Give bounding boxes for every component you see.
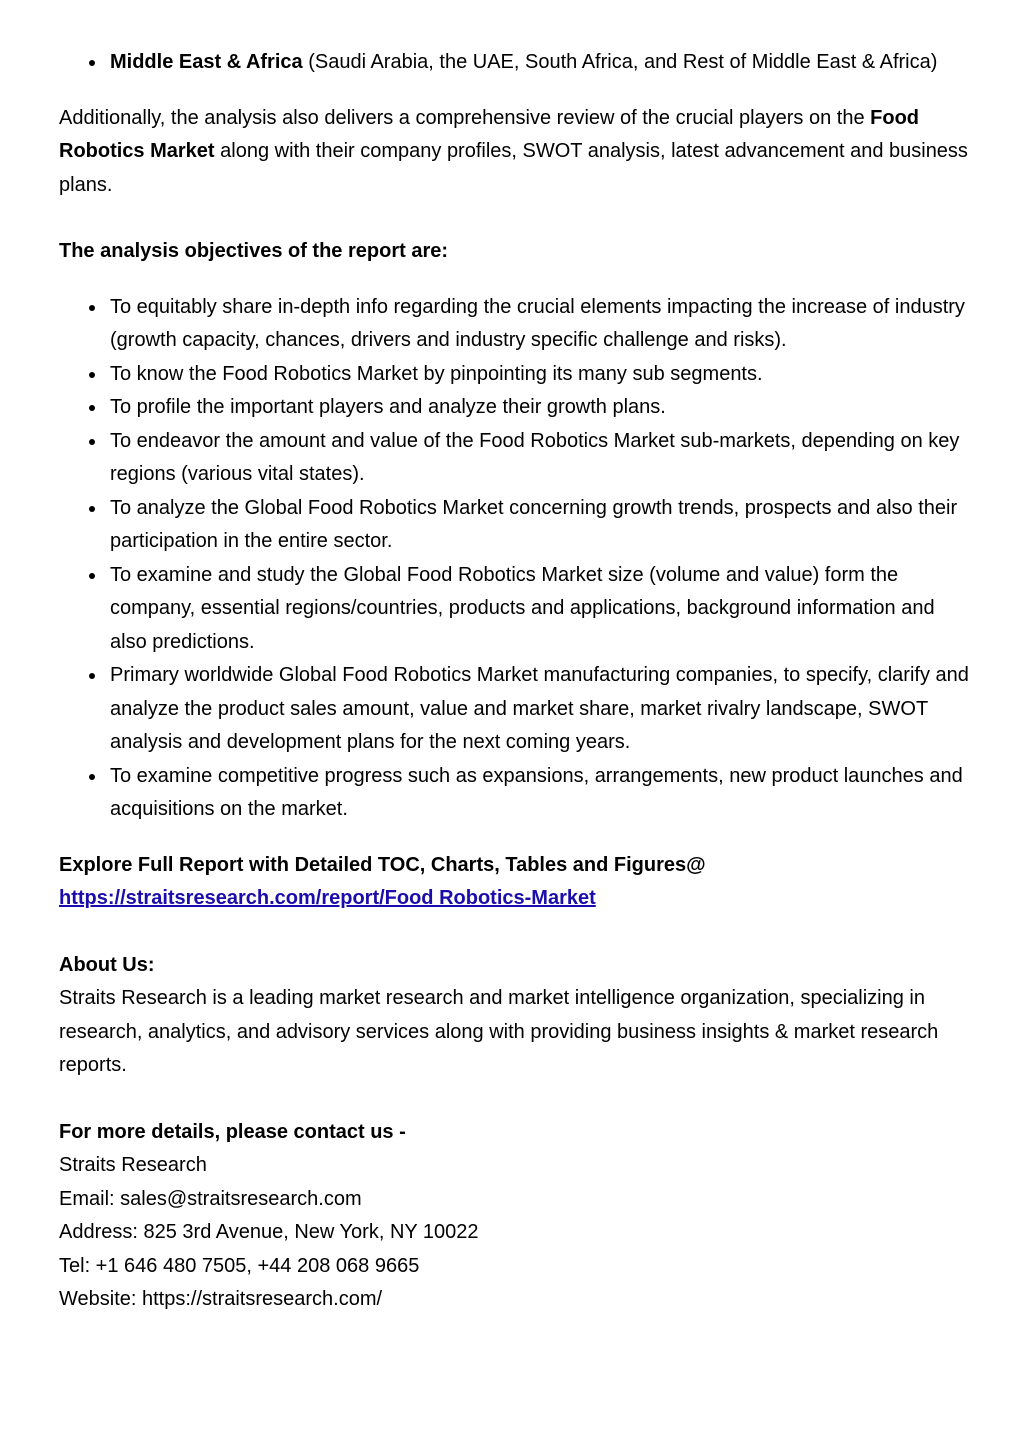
list-item: To profile the important players and analyze their growth plans. <box>110 391 969 425</box>
list-item: To analyze the Global Food Robotics Market concerning growth trends, prospects and also their participation in the entire sector. <box>110 492 969 559</box>
contact-email: Email: sales@straitsresearch.com <box>59 1187 362 1210</box>
contact-company: Straits Research <box>59 1154 207 1176</box>
list-item: Primary worldwide Global Food Robotics Market manufacturing companies, to specify, clarify and analyze the product sales amount, value and market share, market rivalry landscape, SWOT analysis and development plans for the next coming years. <box>110 659 969 760</box>
list-item-middle-east-africa <box>110 46 969 80</box>
contact-heading: For more details, please contact us - <box>59 1120 406 1143</box>
about-heading: About Us: <box>59 953 155 976</box>
document-page <box>59 46 969 1317</box>
contact-tel: Tel: +1 646 480 7505, +44 208 068 9665 <box>59 1254 420 1277</box>
explore-label: Explore Full Report with Detailed TOC, Charts, Tables and Figures@ <box>59 853 706 876</box>
about-text: Straits Research is a leading market research and market intelligence organization, specializing in research, analytics, and advisory services along with providing business insights & market research reports. <box>59 987 939 1076</box>
regions-list <box>59 46 969 80</box>
list-item: To examine competitive progress such as expansions, arrangements, new product launches and acquisitions on the market. <box>110 760 969 827</box>
intro-text-after: along with their company profiles, SWOT analysis, latest advancement and business plans. <box>59 140 968 196</box>
list-item: To equitably share in-depth info regarding the crucial elements impacting the increase of industry (growth capacity, chances, drivers and industry specific challenge and risks). <box>110 291 969 358</box>
list-item: To know the Food Robotics Market by pinpointing its many sub segments. <box>110 358 969 392</box>
contact-website: Website: https://straitsresearch.com/ <box>59 1288 383 1310</box>
intro-text-before: Additionally, the analysis also delivers a comprehensive review of the crucial players on the <box>59 106 871 129</box>
list-item: To endeavor the amount and value of the Food Robotics Market sub-markets, depending on key regions (various vital states). <box>110 425 969 492</box>
objectives-heading: The analysis objectives of the report are: <box>59 240 449 262</box>
region-name: Middle East & Africa <box>110 51 303 73</box>
region-detail: (Saudi Arabia, the UAE, South Africa, and Rest of Middle East & Africa) <box>302 51 938 73</box>
intro-market-name: Food Robotics Market <box>59 106 920 162</box>
objectives-list <box>59 291 969 827</box>
intro-paragraph <box>59 102 969 203</box>
report-link[interactable]: https://straitsresearch.com/report/Food Robotics-Market <box>59 887 596 909</box>
contact-address: Address: 825 3rd Avenue, New York, NY 10022 <box>59 1221 479 1243</box>
list-item: To examine and study the Global Food Robotics Market size (volume and value) form the company, essential regions/countries, products and applications, background information and also predictions. <box>110 559 969 660</box>
